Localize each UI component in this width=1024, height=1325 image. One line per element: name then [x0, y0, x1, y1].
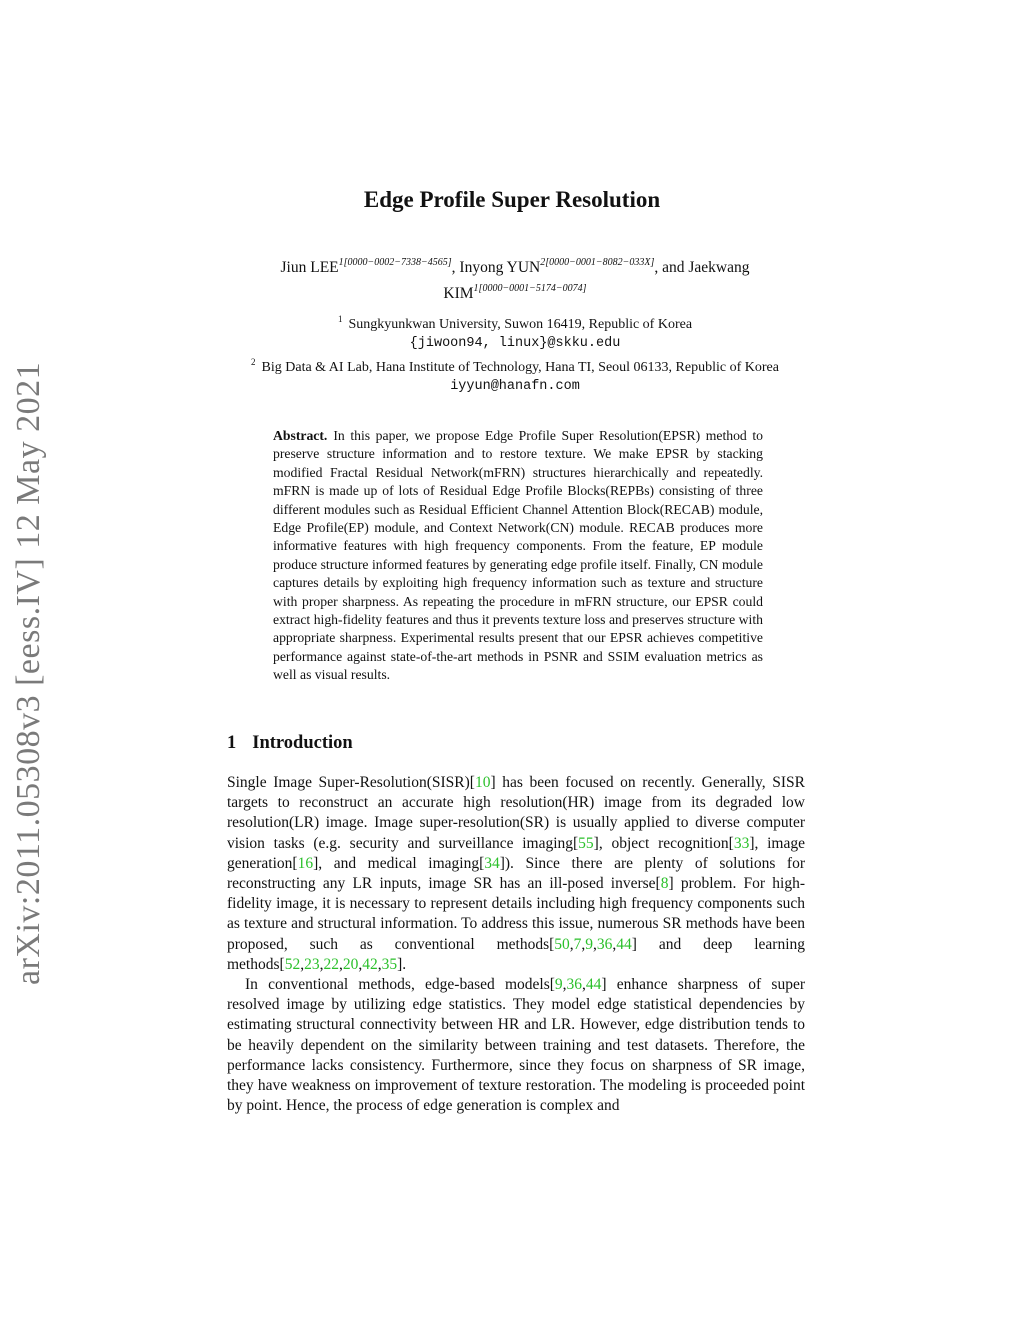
author-separator: , Inyong YUN [451, 259, 541, 276]
author-list [222, 252, 808, 304]
citation-link[interactable]: 55 [578, 834, 594, 852]
citation-link[interactable]: 35 [381, 955, 398, 973]
citation-link[interactable]: 36 [566, 976, 583, 994]
abstract-label: Abstract. [273, 428, 328, 443]
text-run: ]. [397, 955, 407, 973]
citation-link[interactable]: 36 [596, 935, 613, 953]
affiliation-2 [222, 353, 808, 378]
citation-link[interactable]: 22 [323, 955, 339, 973]
citation-link[interactable]: 34 [484, 854, 500, 872]
citation-separator: , [593, 935, 597, 953]
affiliation-email: {jiwoon94, linux}@skku.edu [409, 335, 621, 351]
citation-separator: , [319, 955, 324, 973]
section-heading [227, 733, 369, 754]
citation-link[interactable]: 8 [660, 875, 669, 893]
text-run: ] problem. For high-fidelity image, it is necessary to represent details including high frequency components such as texture and structural information. To address this issue, numerous SR methods have been proposed, such as conventional methods[ [227, 875, 805, 953]
citation-separator: , [581, 935, 586, 953]
citation-link[interactable]: 10 [474, 774, 491, 791]
paragraph [227, 975, 805, 1116]
affiliation-number: 2 [251, 357, 256, 367]
citation-link[interactable]: 20 [342, 955, 359, 973]
affiliation-number: 1 [337, 314, 343, 324]
author-orcid: 1[0000−0002−7338−4565] [338, 257, 452, 268]
abstract [273, 427, 763, 685]
citation-separator: , [358, 955, 363, 973]
citation-separator: , [377, 955, 382, 973]
text-run: Single Image Super-Resolution(SISR)[ [227, 774, 475, 791]
affiliation-text: Sungkyunkwan University, Suwon 16419, Republic of Korea [348, 317, 693, 332]
citation-link[interactable]: 33 [733, 834, 750, 852]
text-run: ]). Since there are plenty of solutions for reconstructing any LR inputs, image SR has an ill-posed inverse[ [227, 854, 805, 893]
citation-separator: , [569, 935, 574, 953]
affiliations [222, 310, 808, 396]
text-run: ], object recognition[ [593, 834, 734, 852]
paragraph [227, 773, 805, 975]
author-orcid: 2[0000−0001−8082−033X] [540, 257, 655, 268]
citation-link[interactable]: 9 [585, 935, 594, 953]
text-run: ], and medical imaging[ [313, 854, 485, 872]
text-run: In conventional methods, edge-based models[ [245, 976, 555, 994]
abstract-text: In this paper, we propose Edge Profile Super Resolution(EPSR) method to preserve structure information and to restore texture. We make EPSR by stacking modified Fractal Residual Network(mFRN) structures hierarchically and repeatedly. mFRN is made up of lots of Residual Edge Profile Blocks(REPBs) consisting of three different modules such as Residual Efficient Channel Attention Block(RECAB) module, Edge Profile(EP) module, and Context Network(CN) module. RECAB produces more informative features with high frequency components. From the feature, EP module produce structure informed features by generating edge profile itself. Finally, CN module captures details by exploiting high frequency information such as texture and structure with proper sharpness. As repeating the procedure in mFRN structure, our EPSR could extract high-fidelity features and thus it prevents texture loss and preserves structure with appropriate sharpness. Experimental results present that our EPSR achieves competitive performance against state-of-the-art methods in PSNR and SSIM evaluation metrics as well as visual results. [273, 428, 763, 683]
citation-separator: , [562, 976, 567, 994]
affiliation-text: Big Data & AI Lab, Hana Institute of Technology, Hana TI, Seoul 06133, Republic of Korea [261, 360, 779, 375]
citation-link[interactable]: 16 [297, 854, 314, 872]
affiliation-email: iyyun@hanafn.com [450, 378, 580, 394]
paper-title: Edge Profile Super Resolution [363, 187, 661, 212]
citation-link[interactable]: 23 [304, 955, 320, 973]
citation-link[interactable]: 44 [585, 976, 602, 994]
text-run: ], image generation[ [227, 834, 805, 872]
author-separator: , and Jaekwang KIM [443, 259, 750, 302]
affiliation-1 [222, 310, 808, 335]
text-run: ] enhance sharpness of super resolved image by utilizing edge statistics. They model edge statistical dependencies by estimating structural connectivity between HR and LR. However, edge distribution tends to be heavily dependent on the similarity between training and test datasets. Therefore, the performance lacks consistency. Furthermore, since they focus on sharpness of SR image, they have weakness on improvement of texture restoration. The modeling is proceeded point by point. Hence, the process of edge generation is complex and [227, 976, 805, 1115]
section-title: Introduction [252, 733, 353, 753]
citation-link[interactable]: 50 [554, 935, 570, 953]
author-name: Jiun LEE [280, 259, 339, 276]
citation-link[interactable]: 42 [362, 955, 378, 973]
citation-link[interactable]: 9 [554, 976, 563, 994]
citation-link[interactable]: 52 [284, 955, 301, 973]
text-run: ] has been focused on recently. Generally, SISR targets to reconstruct an accurate high resolution(HR) image from its degraded low resolution(LR) image. Image super-resolution(SR) is usually applied to diverse computer vision tasks (e.g. security and surveillance imaging[ [227, 774, 805, 852]
author-orcid: 1[0000−0001−5174−0074] [473, 283, 587, 294]
text-run: ] and deep learning methods[ [227, 935, 805, 973]
citation-separator: , [338, 955, 343, 973]
citation-separator: , [300, 955, 305, 973]
section-number: 1 [227, 733, 237, 753]
body-text [227, 773, 805, 1116]
citation-separator: , [582, 976, 586, 994]
arxiv-side-stamp: arXiv:2011.05308v3 [eess.IV] 12 May 2021 [10, 361, 47, 985]
citation-link[interactable]: 44 [616, 935, 632, 953]
citation-link[interactable]: 7 [573, 935, 582, 953]
citation-separator: , [612, 935, 617, 953]
